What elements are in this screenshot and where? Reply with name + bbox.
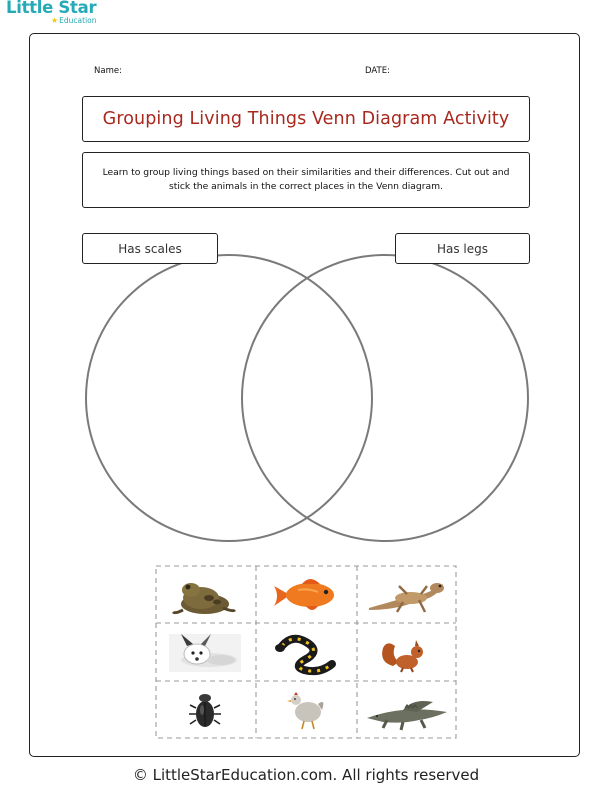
logo-sub-label: Education: [59, 16, 97, 25]
venn-circle-right: [242, 255, 528, 541]
logo-brand-name: Little Star: [6, 0, 97, 17]
venn-label-left: Has scales: [118, 241, 182, 256]
instructions-text: Learn to group living things based on their similarities and their differences. Cut out and stick the animals in the correct places in the Venn diagram.: [102, 166, 510, 192]
venn-label-right: Has legs: [436, 241, 489, 256]
little-star-logo: [6, 1, 126, 27]
star-icon: ★: [51, 16, 59, 25]
venn-diagram: [30, 34, 581, 758]
name-field-label: Name:: [94, 66, 122, 76]
copyright-footer: © LittleStarEducation.com. All rights reserved: [132, 766, 480, 784]
logo-brand-sub: [51, 16, 97, 25]
worksheet: [29, 33, 580, 757]
worksheet-title: Grouping Living Things Venn Diagram Activity: [102, 109, 510, 129]
venn-label-right-box: [395, 233, 530, 264]
venn-circle-left: [86, 255, 372, 541]
venn-label-left-box: [82, 233, 218, 264]
date-field-label: DATE:: [365, 66, 390, 76]
